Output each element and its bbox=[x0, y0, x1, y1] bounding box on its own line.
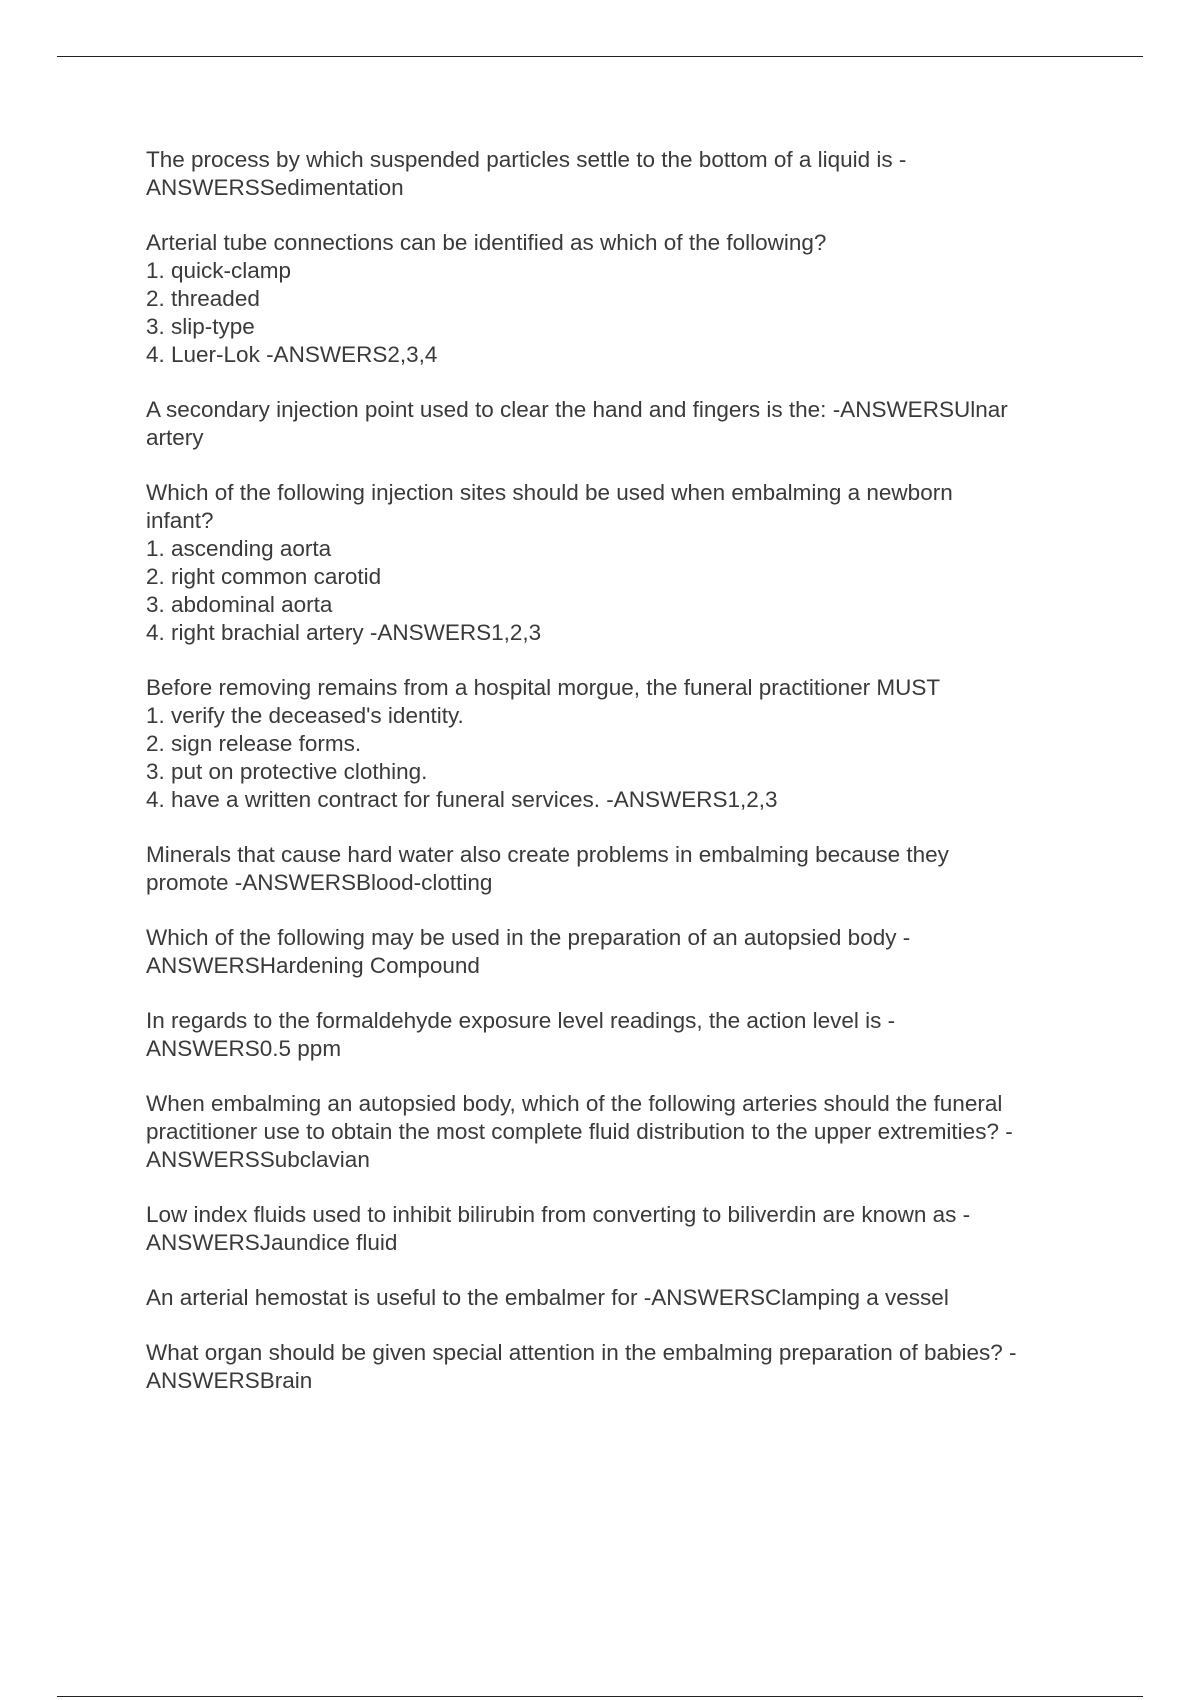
qa-item: Before removing remains from a hospital morgue, the funeral practitioner MUST 1. verify the deceased's identity. 2. sign release forms. 3. put on protective clothing. 4. have a written contract for funeral services. -ANSWERS1,2,3 bbox=[146, 675, 941, 812]
qa-item: In regards to the formaldehyde exposure level readings, the action level is - ANSWERS0.5 ppm bbox=[146, 1008, 896, 1061]
qa-item: Which of the following injection sites should be used when embalming a newborn infant? 1. ascending aorta 2. right common carotid 3. abdominal aorta 4. right brachial artery -ANSWERS1,2,3 bbox=[146, 480, 953, 645]
qa-item: A secondary injection point used to clear the hand and fingers is the: -ANSWERSUlnar artery bbox=[146, 397, 1008, 450]
qa-item: Low index fluids used to inhibit bilirubin from converting to biliverdin are known as - ANSWERSJaundice fluid bbox=[146, 1202, 971, 1255]
qa-item: An arterial hemostat is useful to the embalmer for -ANSWERSClamping a vessel bbox=[146, 1285, 949, 1310]
qa-item: What organ should be given special attention in the embalming preparation of babies? - ANSWERSBrain bbox=[146, 1340, 1017, 1393]
qa-item: Which of the following may be used in the preparation of an autopsied body - ANSWERSHardening Compound bbox=[146, 925, 911, 978]
qa-item: When embalming an autopsied body, which of the following arteries should the funeral practitioner use to obtain the most complete fluid distribution to the upper extremities? - ANSWERSSubclavian bbox=[146, 1091, 1013, 1172]
footer-rule bbox=[57, 1696, 1143, 1697]
header-rule bbox=[57, 56, 1143, 57]
qa-item: The process by which suspended particles settle to the bottom of a liquid is - ANSWERSSedimentation bbox=[146, 147, 907, 200]
qa-item: Minerals that cause hard water also create problems in embalming because they promote -ANSWERSBlood-clotting bbox=[146, 842, 949, 895]
qa-list bbox=[146, 146, 1092, 1422]
qa-item: Arterial tube connections can be identified as which of the following? 1. quick-clamp 2. threaded 3. slip-type 4. Luer-Lok -ANSWERS2,3,4 bbox=[146, 230, 827, 367]
